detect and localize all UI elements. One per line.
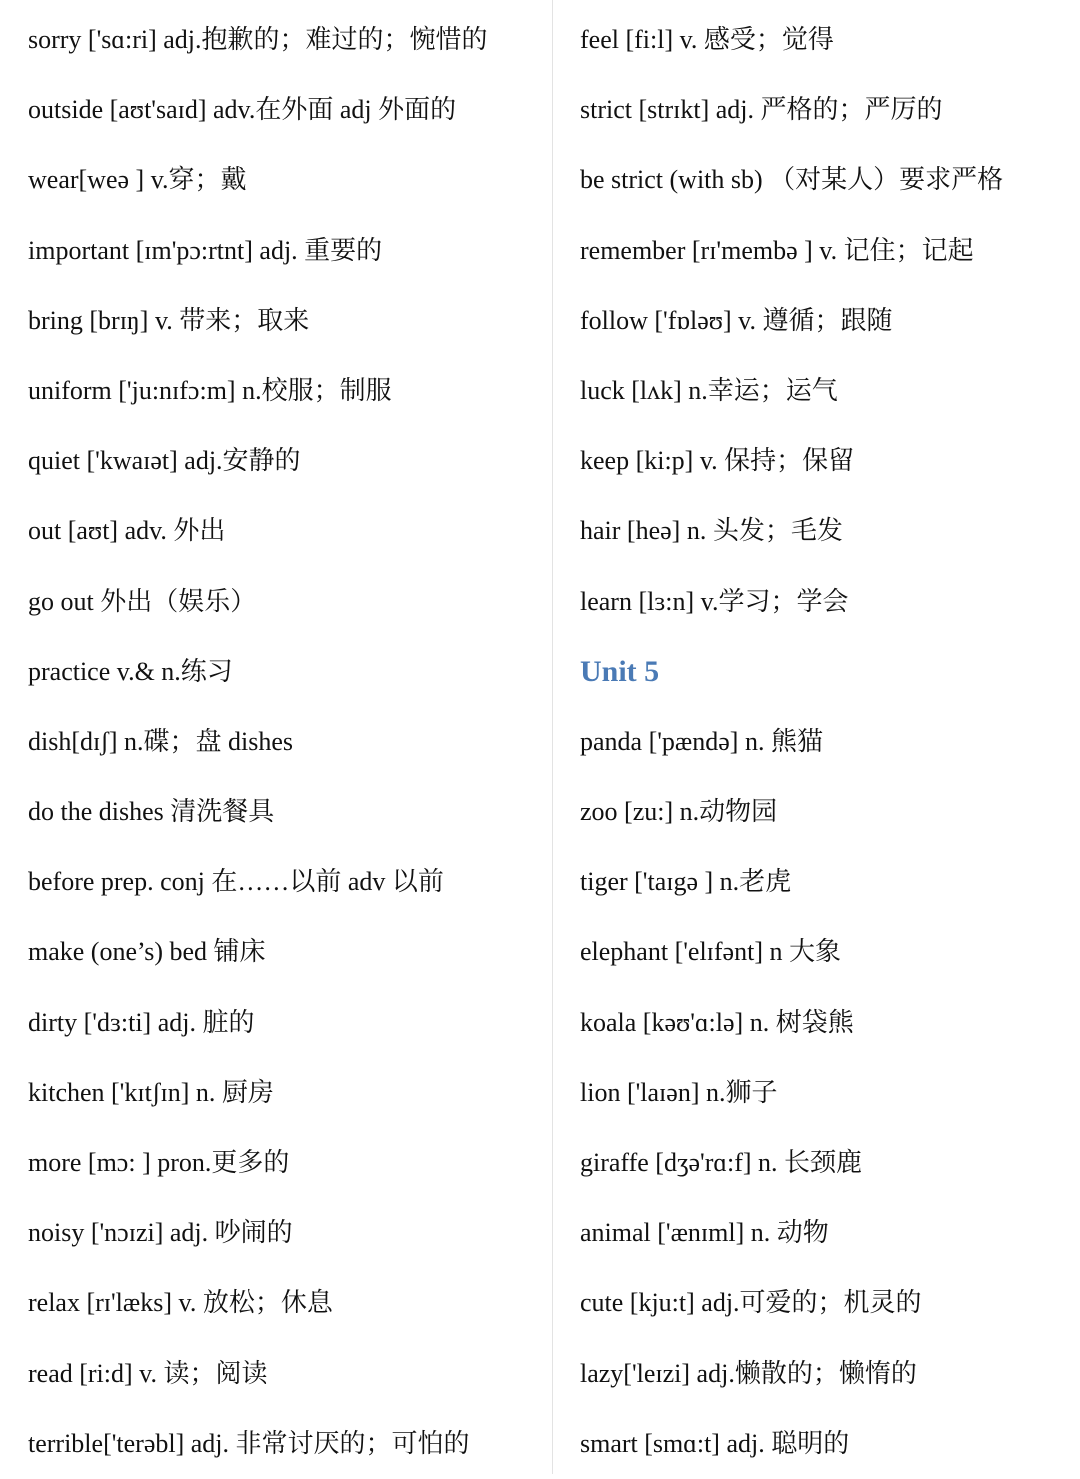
vocab-entry: go out 外出（娱乐） bbox=[28, 586, 257, 616]
vocab-entry: outside [aʊt'saɪd] adv.在外面 adj 外面的 bbox=[28, 95, 457, 125]
vocab-entry: dirty ['dɜ:ti] adj. 脏的 bbox=[28, 1007, 255, 1037]
vocab-entry: do the dishes 清洗餐具 bbox=[28, 797, 275, 827]
vocab-entry: make (one’s) bed 铺床 bbox=[28, 937, 266, 967]
right-vocab-column bbox=[580, 5, 1075, 1479]
vocab-entry: dish[dɪʃ] n.碟；盘 dishes bbox=[28, 726, 294, 756]
vocab-entry: quiet ['kwaɪət] adj.安静的 bbox=[28, 446, 301, 476]
vocab-entry: practice v.& n.练习 bbox=[28, 656, 233, 686]
vocab-entry: koala [kəʊ'ɑ:lə] n. 树袋熊 bbox=[580, 1007, 854, 1037]
vocab-entry: bring [brɪŋ] v. 带来；取来 bbox=[28, 305, 310, 335]
vocab-entry: relax [rɪ'læks] v. 放松；休息 bbox=[28, 1288, 333, 1318]
vocab-entry: out [aʊt] adv. 外出 bbox=[28, 516, 226, 546]
vocab-entry: lion ['laɪən] n.狮子 bbox=[580, 1077, 778, 1107]
vocab-entry: cute [kju:t] adj.可爱的；机灵的 bbox=[580, 1288, 922, 1318]
vocab-entry: wear[weə ] v.穿；戴 bbox=[28, 165, 247, 195]
vocab-entry: be strict (with sb) （对某人）要求严格 bbox=[580, 165, 1004, 195]
vocab-entry: noisy ['nɔɪzi] adj. 吵闹的 bbox=[28, 1218, 293, 1248]
vocab-entry: learn [lɜ:n] v.学习；学会 bbox=[580, 586, 849, 616]
vocab-entry: remember [rɪ'membə ] v. 记住；记起 bbox=[580, 235, 974, 265]
vocab-entry: read [ri:d] v. 读；阅读 bbox=[28, 1358, 268, 1388]
vocab-entry: lazy['leɪzi] adj.懒散的；懒惰的 bbox=[580, 1358, 917, 1388]
vocab-entry: elephant ['elɪfənt] n 大象 bbox=[580, 937, 841, 967]
unit-heading: Unit 5 bbox=[580, 654, 660, 688]
vocab-entry: smart [smɑ:t] adj. 聪明的 bbox=[580, 1428, 850, 1458]
vocab-entry: animal ['ænɪml] n. 动物 bbox=[580, 1218, 829, 1248]
vocab-entry: panda ['pændə] n. 熊猫 bbox=[580, 726, 823, 756]
vocab-entry: zoo [zu:] n.动物园 bbox=[580, 797, 778, 827]
vocab-entry: before prep. conj 在……以前 adv 以前 bbox=[28, 867, 444, 897]
vocab-entry: follow ['fɒləʊ] v. 遵循；跟随 bbox=[580, 305, 893, 335]
vocab-entry: keep [ki:p] v. 保持；保留 bbox=[580, 446, 855, 476]
vocab-entry: luck [lʌk] n.幸运；运气 bbox=[580, 375, 838, 405]
column-divider bbox=[552, 0, 553, 1474]
vocab-entry: terrible['terəbl] adj. 非常讨厌的；可怕的 bbox=[28, 1428, 470, 1458]
left-vocab-column bbox=[28, 5, 543, 1479]
vocab-entry: strict [strɪkt] adj. 严格的；严厉的 bbox=[580, 95, 943, 125]
vocab-entry: sorry ['sɑ:ri] adj.抱歉的；难过的；惋惜的 bbox=[28, 25, 488, 54]
vocab-entry: tiger ['taɪgə ] n.老虎 bbox=[580, 867, 792, 897]
vocab-entry: more [mɔ: ] pron.更多的 bbox=[28, 1148, 290, 1177]
vocab-entry: kitchen ['kɪtʃɪn] n. 厨房 bbox=[28, 1077, 274, 1107]
vocab-entry: important [ɪm'pɔ:rtnt] adj. 重要的 bbox=[28, 235, 383, 265]
vocab-entry: giraffe [dʒə'rɑ:f] n. 长颈鹿 bbox=[580, 1148, 863, 1177]
vocab-entry: hair [heə] n. 头发；毛发 bbox=[580, 516, 843, 546]
vocab-entry: feel [fi:l] v. 感受；觉得 bbox=[580, 25, 834, 54]
vocab-entry: uniform ['ju:nɪfɔ:m] n.校服；制服 bbox=[28, 375, 392, 405]
